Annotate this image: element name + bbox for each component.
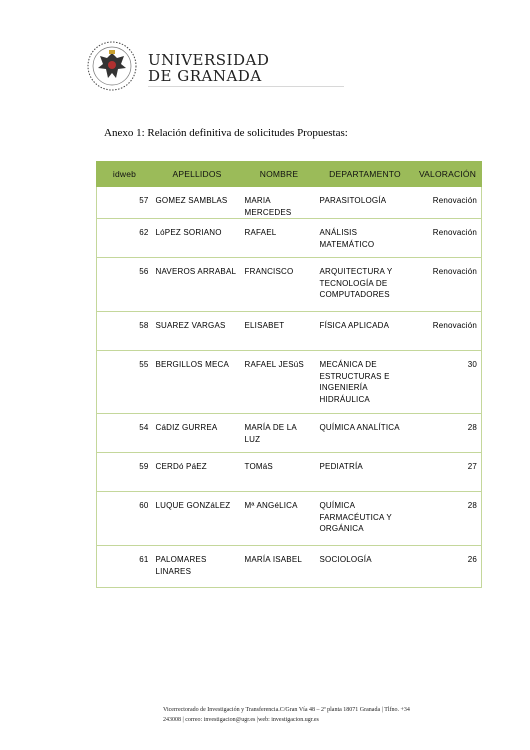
cell-departamento: MECÁNICA DE ESTRUCTURAS E INGENIERÍA HIDRÁULICA [317,351,414,414]
cell-apellidos: LóPEZ SORIANO [153,219,242,258]
cell-valoracion: 26 [414,546,482,588]
cell-idweb: 59 [97,453,153,492]
cell-idweb: 57 [97,187,153,219]
table-row [97,492,482,546]
cell-departamento: SOCIOLOGÍA [317,546,414,588]
cell-nombre: MARÍA ISABEL [242,546,317,588]
header-departamento: DEPARTAMENTO [317,162,414,187]
cell-departamento: PEDIATRÍA [317,453,414,492]
cell-valoracion: 27 [414,453,482,492]
cell-idweb: 55 [97,351,153,414]
cell-apellidos: NAVEROS ARRABAL [153,258,242,312]
cell-departamento: PARASITOLOGÍA [317,187,414,219]
table-header-row [97,162,482,187]
cell-valoracion: 28 [414,492,482,546]
cell-idweb: 62 [97,219,153,258]
cell-departamento: FÍSICA APLICADA [317,312,414,351]
cell-departamento: QUÍMICA ANALÍTICA [317,414,414,453]
cell-valoracion: Renovación [414,258,482,312]
cell-apellidos: GOMEZ SAMBLAS [153,187,242,219]
table-row [97,351,482,414]
cell-nombre: FRANCISCO [242,258,317,312]
table-row [97,453,482,492]
crest-icon [86,40,138,92]
page-footer [163,705,473,725]
university-logo [86,40,276,92]
annex-title: Anexo 1: Relación definitiva de solicitudes Propuestas: [104,127,348,139]
cell-nombre: MARIA MERCEDES [242,187,317,219]
cell-apellidos: LUQUE GONZáLEZ [153,492,242,546]
table-row [97,312,482,351]
cell-apellidos: BERGILLOS MECA [153,351,242,414]
cell-nombre: TOMáS [242,453,317,492]
table-row [97,414,482,453]
header-nombre: NOMBRE [242,162,317,187]
table-row [97,187,482,219]
footer-line-1: Vicerrectorado de Investigación y Transferencia.C/Gran Vía 48 – 2ª planta 18071 Granada | Tlfno. +34 [163,707,410,713]
logo-divider [148,86,344,87]
cell-apellidos: PALOMARES LINARES [153,546,242,588]
cell-departamento: ANÁLISIS MATEMÁTICO [317,219,414,258]
table-row [97,258,482,312]
logo-line-1: UNIVERSIDAD [148,51,270,69]
cell-valoracion: 28 [414,414,482,453]
footer-line-2: 243008 | correo: investigacion@ugr.es |web: investigacion.ugr.es [163,717,319,723]
cell-departamento: QUÍMICA FARMACÉUTICA Y ORGÁNICA [317,492,414,546]
cell-valoracion: Renovación [414,187,482,219]
cell-valoracion: 30 [414,351,482,414]
university-name [148,52,269,84]
cell-apellidos: SUAREZ VARGAS [153,312,242,351]
cell-nombre: Mª ANGéLICA [242,492,317,546]
cell-nombre: MARÍA DE LA LUZ [242,414,317,453]
cell-nombre: RAFAEL JESúS [242,351,317,414]
cell-nombre: ELISABET [242,312,317,351]
cell-apellidos: CáDIZ GURREA [153,414,242,453]
cell-valoracion: Renovación [414,312,482,351]
header-apellidos: APELLIDOS [153,162,242,187]
cell-apellidos: CERDó PáEZ [153,453,242,492]
cell-idweb: 58 [97,312,153,351]
cell-nombre: RAFAEL [242,219,317,258]
header-idweb: idweb [97,162,153,187]
logo-line-2: DE GRANADA [148,67,262,85]
cell-departamento: ARQUITECTURA Y TECNOLOGÍA DE COMPUTADORES [317,258,414,312]
cell-idweb: 61 [97,546,153,588]
cell-valoracion: Renovación [414,219,482,258]
header-valoracion: VALORACIÓN [414,162,482,187]
cell-idweb: 56 [97,258,153,312]
cell-idweb: 54 [97,414,153,453]
proposals-table [96,161,482,588]
cell-idweb: 60 [97,492,153,546]
table-row [97,546,482,588]
table-row [97,219,482,258]
